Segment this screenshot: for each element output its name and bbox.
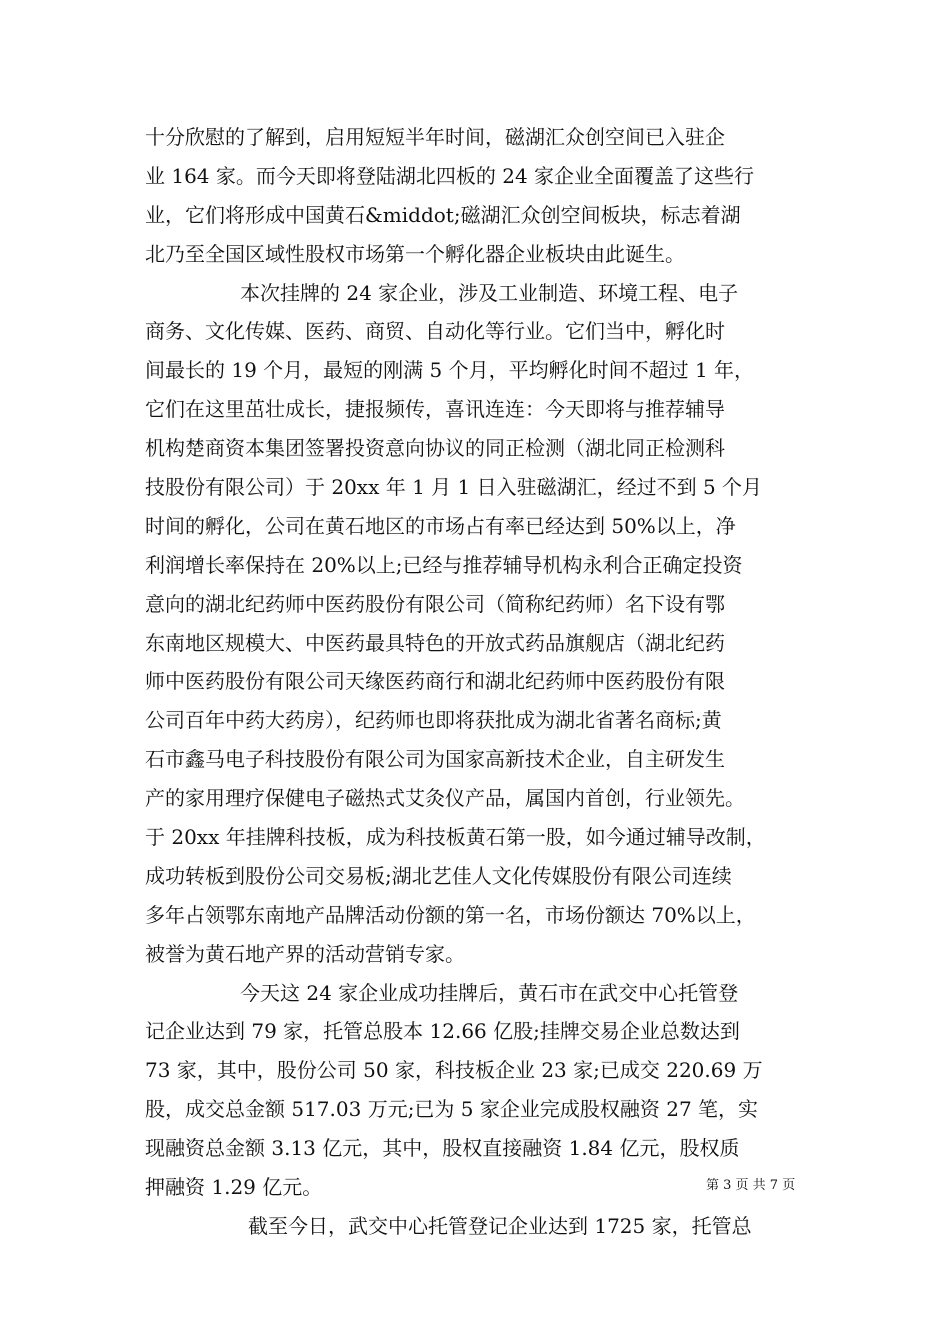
text-line: 它们在这里茁壮成长，捷报频传，喜讯连连：今天即将与推荐辅导 — [145, 397, 725, 422]
text-line: 押融资 1.29 亿元。 — [145, 1175, 323, 1200]
text-line: 73 家，其中，股份公司 50 家，科技板企业 23 家;已成交 220.69 万 — [145, 1058, 763, 1083]
text-line: 业，它们将形成中国黄石&middot;磁湖汇众创空间板块，标志着湖 — [145, 202, 741, 227]
text-line: 成功转板到股份公司交易板;湖北艺佳人文化传媒股份有限公司连续 — [145, 863, 732, 888]
page-number-footer: 第 3 页 共 7 页 — [706, 1178, 796, 1193]
text-line: 技股份有限公司）于 20xx 年 1 月 1 日入驻磁湖汇，经过不到 5 个月 — [145, 475, 763, 500]
paragraph-1 — [145, 118, 810, 274]
body-text — [145, 118, 810, 1246]
paragraph-2 — [145, 274, 810, 974]
text-line: 股，成交总金额 517.03 万元;已为 5 家企业完成股权融资 27 笔，实 — [145, 1097, 759, 1122]
text-line: 间最长的 19 个月，最短的刚满 5 个月，平均孵化时间不超过 1 年， — [145, 358, 755, 383]
text-line: 时间的孵化，公司在黄石地区的市场占有率已经达到 50%以上，净 — [145, 513, 736, 538]
text-line: 产的家用理疗保健电子磁热式艾灸仪产品，属国内首创，行业领先。 — [145, 786, 745, 811]
text-line: 利润增长率保持在 20%以上;已经与推荐辅导机构永利合正确定投资 — [145, 552, 743, 577]
text-line: 北乃至全国区域性股权市场第一个孵化器企业板块由此诞生。 — [145, 241, 685, 266]
text-line: 十分欣慰的了解到，启用短短半年时间，磁湖汇众创空间已入驻企 — [145, 125, 725, 149]
text-line: 业 164 家。而今天即将登陆湖北四板的 24 家企业全面覆盖了这些行 — [145, 163, 755, 188]
text-line: 本次挂牌的 24 家企业，涉及工业制造、环境工程、电子 — [240, 280, 739, 305]
text-line: 被誉为黄石地产界的活动营销专家。 — [145, 941, 465, 966]
text-line: 于 20xx 年挂牌科技板，成为科技板黄石第一股，如今通过辅导改制， — [145, 825, 766, 850]
text-line: 截至今日，武交中心托管登记企业达到 1725 家，托管总 — [248, 1213, 752, 1238]
paragraph-3 — [145, 974, 810, 1207]
text-line: 机构楚商资本集团签署投资意向协议的同正检测（湖北同正检测科 — [145, 436, 725, 461]
text-line: 商务、文化传媒、医药、商贸、自动化等行业。它们当中，孵化时 — [145, 319, 725, 344]
text-line: 石市鑫马电子科技股份有限公司为国家高新技术企业，自主研发生 — [145, 747, 725, 772]
text-line: 现融资总金额 3.13 亿元，其中，股权直接融资 1.84 亿元，股权质 — [145, 1136, 740, 1161]
text-line: 公司百年中药大药房），纪药师也即将获批成为湖北省著名商标;黄 — [145, 708, 722, 733]
text-line: 多年占领鄂东南地产品牌活动份额的第一名，市场份额达 70%以上， — [145, 902, 756, 927]
paragraph-4 — [145, 1207, 810, 1246]
text-line: 东南地区规模大、中医药最具特色的开放式药品旗舰店（湖北纪药 — [145, 630, 725, 655]
text-line: 师中医药股份有限公司天缘医药商行和湖北纪药师中医药股份有限 — [145, 669, 725, 694]
text-line: 今天这 24 家企业成功挂牌后，黄石市在武交中心托管登 — [240, 980, 739, 1005]
text-line: 意向的湖北纪药师中医药股份有限公司（简称纪药师）名下设有鄂 — [145, 591, 725, 616]
text-line: 记企业达到 79 家，托管总股本 12.66 亿股;挂牌交易企业总数达到 — [145, 1019, 740, 1044]
